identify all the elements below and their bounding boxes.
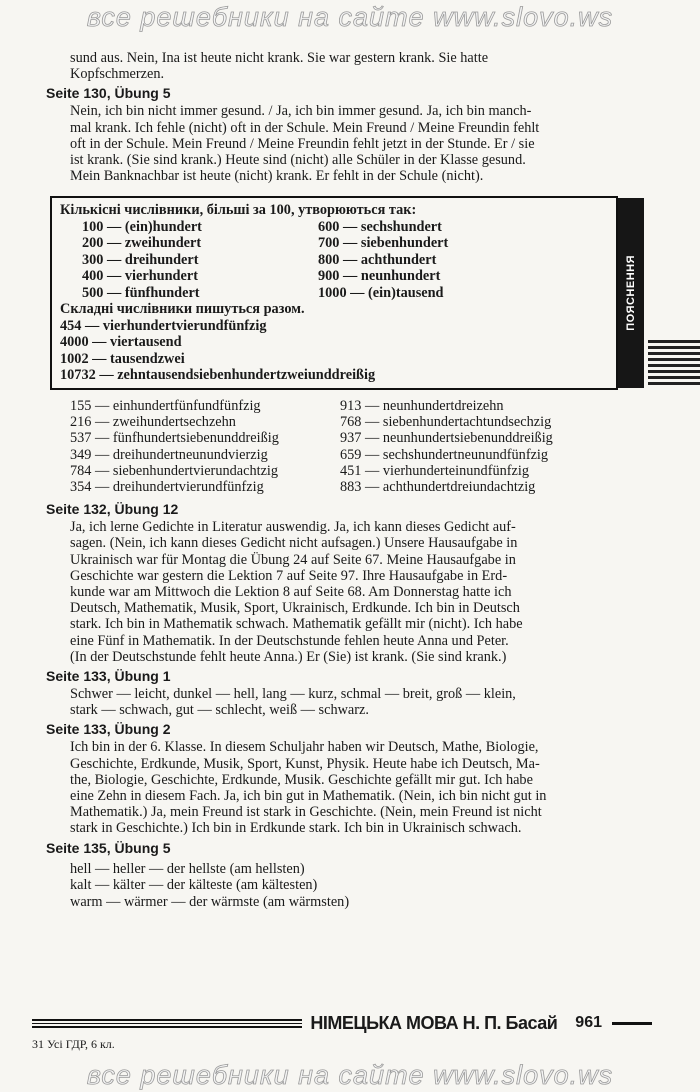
footer-tail-rule — [612, 1022, 652, 1025]
text-line: oft in der Schule. Mein Freund / Meine Freundin fehlt jetzt in der Stunde. Er / sie — [70, 135, 535, 152]
text-line: Deutsch, Mathematik, Musik, Sport, Ukrainisch, Erdkunde. Ich bin in Deutsch — [70, 600, 520, 617]
compound-title: Складні числівники пишуться разом. — [60, 301, 305, 318]
text-line: kalt — kälter — der kälteste (am kältesten) — [70, 877, 318, 894]
number-entry: 800 — achthundert — [318, 251, 437, 268]
exercise-text — [46, 519, 636, 665]
text-line: warm — wärmer — der wärmste (am wärmsten) — [70, 893, 350, 910]
exercise-text — [46, 739, 636, 836]
text-line: eine Fünf in Mathematik. In der Deutschstunde fehlen heute Anna und Peter. — [70, 632, 509, 649]
exercise-text — [46, 686, 636, 718]
text-line: hell — heller — der hellste (am hellsten) — [70, 860, 305, 877]
intro-paragraph — [46, 50, 636, 82]
page-number: 961 — [575, 1014, 602, 1031]
number-entry: 600 — sechshundert — [318, 218, 442, 235]
list-item: 537 — fünfhundertsiebenunddreißig — [70, 430, 279, 447]
exercise-heading: Seite 132, Übung 12 — [46, 501, 179, 518]
list-item: 883 — achthundertdreiundachtzig — [340, 478, 536, 495]
exercise-text — [46, 861, 636, 911]
number-entry: 100 — (ein)hundert — [82, 218, 202, 235]
text-line: stark — schwach, gut — schlecht, weiß — schwarz. — [70, 702, 369, 719]
rule-box-title: Кількісні числівники, більші за 100, утворюються так: — [60, 202, 417, 219]
text-line: ist krank. (Sie sind krank.) Heute sind (nicht) alle Schüler in der Klasse gesund. — [70, 152, 526, 169]
text-line: stark in Geschichte.) Ich bin in Erdkunde stark. Ich bin in Ukrainisch schwach. — [70, 820, 522, 837]
compound-entry: 1002 — tausendzwei — [60, 350, 185, 367]
number-entry: 300 — dreihundert — [82, 251, 199, 268]
exercise-text — [46, 103, 636, 184]
compound-entry: 10732 — zehntausendsiebenhundertzweiunddreißig — [60, 367, 376, 384]
page-edge-marks — [648, 340, 700, 400]
list-item: 216 — zweihundertsechzehn — [70, 414, 236, 431]
list-item: 784 — siebenhundertvierundachtzig — [70, 462, 279, 479]
page-footer — [32, 1012, 652, 1034]
text-line: Mathematik.) Ja, mein Freund ist stark in Geschichte. (Nein, mein Freund ist nicht — [70, 804, 542, 821]
text-line: Geschichte, Erdkunde, Musik, Sport, Kunst, Physik. Heute habe ich Deutsch, Ma- — [70, 755, 540, 772]
compound-entry: 4000 — viertausend — [60, 334, 182, 351]
text-line: Ukrainisch war für Montag die Übung 24 auf Seite 67. Meine Hausaufgabe in — [70, 551, 516, 568]
text-line: sagen. (Nein, ich kann dieses Gedicht nicht aufsagen.) Unsere Hausaufgabe in — [70, 535, 518, 552]
number-entry: 500 — fünfhundert — [82, 284, 200, 301]
footer-rule — [32, 1019, 302, 1028]
text-line: Schwer — leicht, dunkel — hell, lang — kurz, schmal — breit, groß — klein, — [70, 685, 516, 702]
number-entry: 400 — vierhundert — [82, 268, 198, 285]
text-line: sund aus. Nein, Ina ist heute nicht krank. Sie war gestern krank. Sie hatte — [70, 50, 489, 66]
text-line: Ja, ich lerne Gedichte in Literatur auswendig. Ja, ich kann dieses Gedicht auf- — [70, 519, 516, 536]
list-item: 354 — dreihundertvierundfünfzig — [70, 478, 264, 495]
watermark-banner-bottom: все решебники на сайте www.slovo.ws — [86, 1060, 614, 1090]
number-entry: 900 — neunhundert — [318, 268, 441, 285]
page-content — [46, 50, 636, 910]
hundreds-table — [60, 219, 610, 302]
list-item: 349 — dreihundertneunundvierzig — [70, 446, 268, 463]
text-line: Ich bin in der 6. Klasse. In diesem Schuljahr haben wir Deutsch, Mathe, Biologie, — [70, 739, 539, 756]
exercise-heading: Seite 133, Übung 2 — [46, 721, 171, 738]
exercise-heading: Seite 130, Übung 5 — [46, 85, 171, 102]
text-line: Kopfschmerzen. — [70, 66, 165, 83]
explanation-tab — [618, 198, 644, 388]
numbers-list — [46, 398, 636, 495]
text-line: the, Biologie, Geschichte, Erdkunde, Musik. Geschichte gefällt mir gut. Ich habe — [70, 771, 533, 788]
text-line: kunde war am Mittwoch die Lektion 8 auf Seite 68. Am Donnerstag hatte ich — [70, 583, 512, 600]
text-line: (In der Deutschstunde fehlt heute Anna.) Er (Sie) ist krank. (Sie sind krank.) — [70, 648, 507, 665]
number-entry: 1000 — (ein)tausend — [318, 284, 444, 301]
watermark-banner-top: все решебники на сайте www.slovo.ws — [86, 2, 614, 32]
rule-box — [50, 196, 637, 390]
footer-title: НІМЕЦЬКА МОВА Н. П. Басай — [310, 1012, 558, 1033]
list-item: 937 — neunhundertsiebenunddreißig — [340, 430, 553, 447]
text-line: mal krank. Ich fehle (nicht) oft in der Schule. Mein Freund / Meine Freundin fehlt — [70, 119, 540, 136]
list-item: 913 — neunhundertdreizehn — [340, 397, 504, 414]
text-line: Geschichte war gestern die Lektion 7 auf Seite 97. Ihre Hausaufgabe in Erd- — [70, 567, 508, 584]
list-item: 659 — sechshundertneunundfünfzig — [340, 446, 549, 463]
explanation-tab-label: ПОЯСНЕННЯ — [624, 255, 637, 332]
list-item: 451 — vierhunderteinundfünfzig — [340, 462, 529, 479]
text-line: stark. Ich bin in Mathematik schwach. Mathematik gefällt mir (nicht). Ich habe — [70, 616, 523, 633]
list-item: 155 — einhundertfünfundfünfzig — [70, 397, 261, 414]
number-entry: 200 — zweihundert — [82, 235, 202, 252]
exercise-heading: Seite 133, Übung 1 — [46, 667, 171, 684]
text-line: Nein, ich bin nicht immer gesund. / Ja, ich bin immer gesund. Ja, ich bin manch- — [70, 103, 532, 120]
text-line: eine Zehn in diesem Fach. Ja, ich bin gut in Mathematik. (Nein, ich bin nicht gut in — [70, 787, 547, 804]
number-entry: 700 — siebenhundert — [318, 235, 449, 252]
print-signature: 31 Усі ГДР, 6 кл. — [32, 1037, 115, 1051]
list-item: 768 — siebenhundertachtundsechzig — [340, 414, 552, 431]
compound-entry: 454 — vierhundertvierundfünfzig — [60, 317, 267, 334]
text-line: Mein Banknachbar ist heute (nicht) krank. Er fehlt in der Schule (nicht). — [70, 168, 484, 185]
exercise-heading: Seite 135, Übung 5 — [46, 839, 171, 856]
